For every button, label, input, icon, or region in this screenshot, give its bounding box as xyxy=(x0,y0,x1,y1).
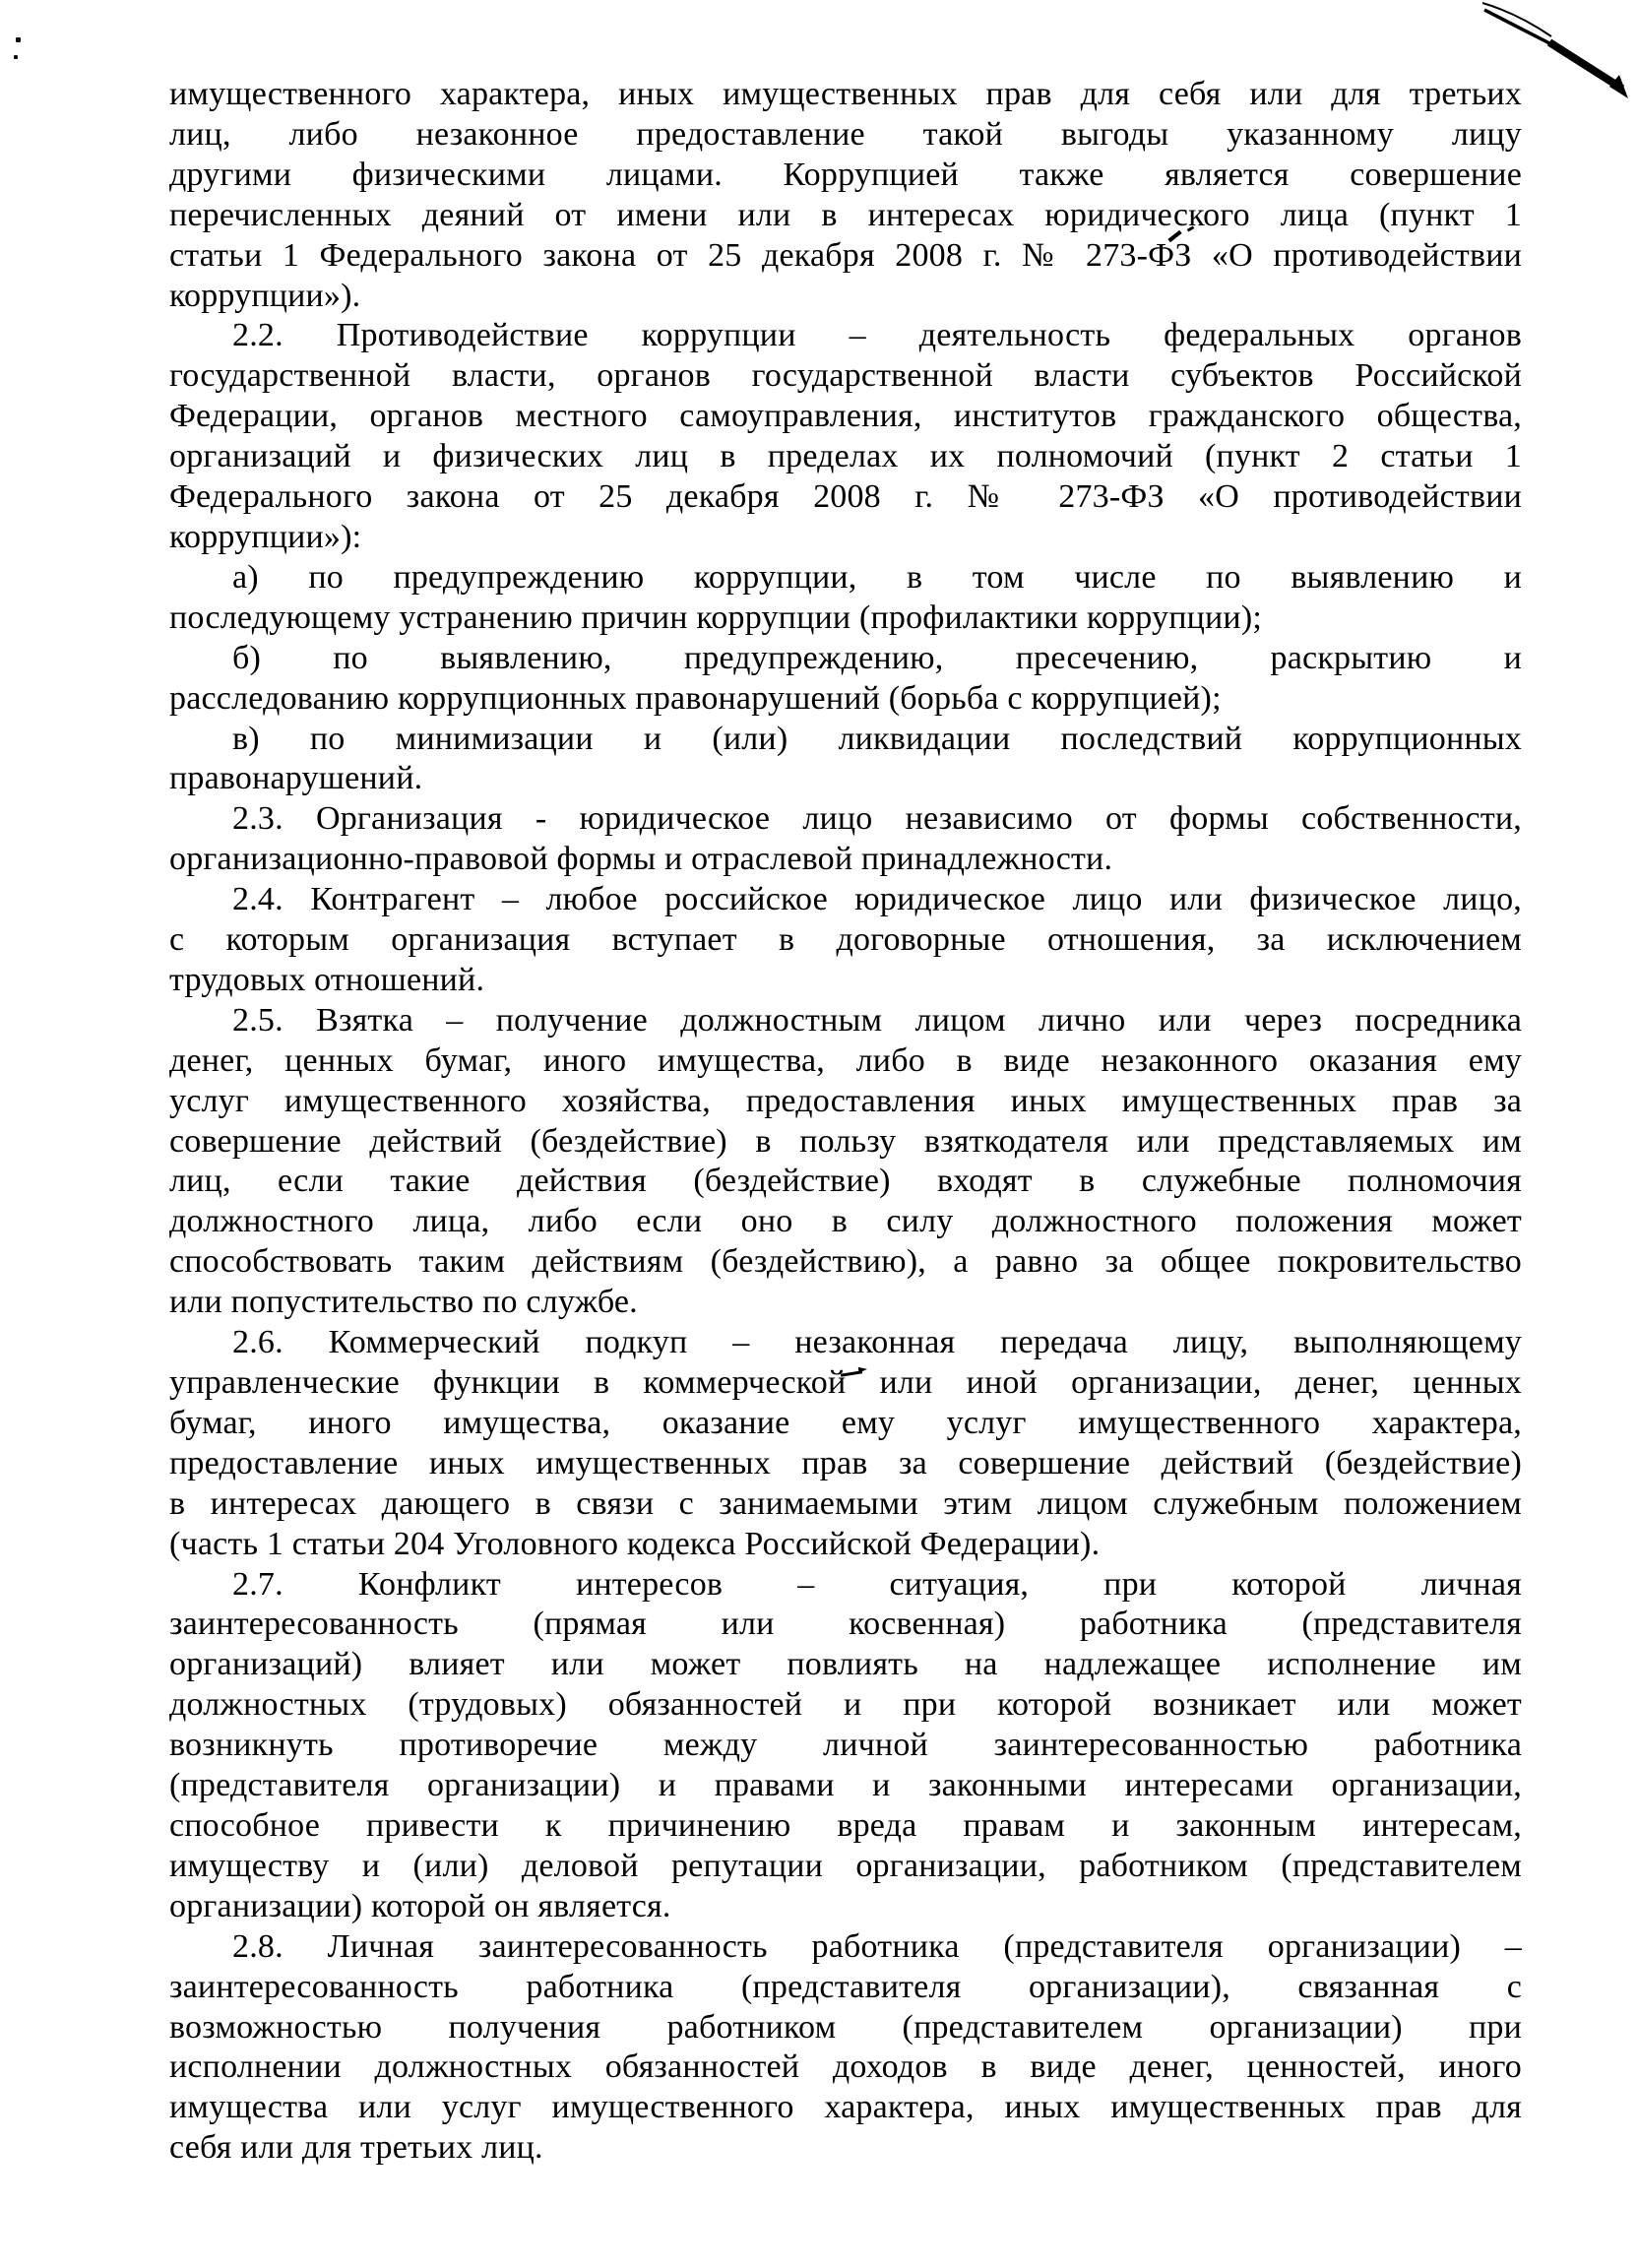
text-line: способное привести к причинению вреда правам и законным интересам, xyxy=(169,1806,1522,1844)
text-line: Федерации, органов местного самоуправления, институтов гражданского общества, xyxy=(169,398,1522,435)
text-line: исполнении должностных обязанностей доходов в виде денег, ценностей, иного xyxy=(169,2048,1522,2086)
scan-speck xyxy=(14,55,18,59)
paragraph xyxy=(169,1001,1522,1323)
text-line: статьи 1 Федерального закона от 25 декабря 2008 г. № 273-ФЗ «О противодействии xyxy=(169,236,1522,274)
text-line: а) по предупреждению коррупции, в том числе по выявлению и xyxy=(232,558,1522,596)
text-line: с которым организация вступает в договорные отношения, за исключением xyxy=(169,921,1522,959)
text-line: лиц, если такие действия (бездействие) входят в служебные полномочия xyxy=(169,1163,1522,1200)
paragraph xyxy=(169,75,1522,316)
text-line: бумаг, иного имущества, оказание ему услуг имущественного характера, xyxy=(169,1404,1522,1441)
text-line: организационно-правовой формы и отраслевой принадлежности. xyxy=(169,841,1113,878)
text-line: 2.2. Противодействие коррупции – деятельность федеральных органов xyxy=(232,317,1522,354)
text-line: имущества или услуг имущественного характера, иных имущественных прав для xyxy=(169,2089,1522,2126)
paragraph xyxy=(169,720,1522,800)
text-line: трудовых отношений. xyxy=(169,961,485,998)
text-line: 2.6. Коммерческий подкуп – незаконная передача лицу, выполняющему xyxy=(232,1324,1522,1361)
text-line: организации) которой он является. xyxy=(169,1887,671,1924)
text-line: государственной власти, органов государственной власти субъектов Российской xyxy=(169,357,1522,395)
paragraph xyxy=(169,880,1522,1001)
text-line: или попустительство по службе. xyxy=(169,1284,638,1321)
text-line: совершение действий (бездействие) в пользу взяткодателя или представляемых им xyxy=(169,1122,1522,1160)
text-line: другими физическими лицами. Коррупцией также является совершение xyxy=(169,156,1522,193)
text-line: организаций и физических лиц в пределах их полномочий (пункт 2 статьи 1 xyxy=(169,438,1522,475)
paragraph xyxy=(169,1927,1522,2169)
text-line: способствовать таким действиям (бездействию), а равно за общее покровительство xyxy=(169,1243,1522,1281)
text-line: правонарушений. xyxy=(169,760,423,797)
text-line: управленческие функции в коммерческой или иной организации, денег, ценных xyxy=(169,1364,1522,1401)
text-line: б) по выявлению, предупреждению, пресечению, раскрытию и xyxy=(232,639,1522,676)
text-line: денег, ценных бумаг, иного имущества, либо в виде незаконного оказания ему xyxy=(169,1041,1522,1079)
text-line: лиц, либо незаконное предоставление такой выгоды указанному лицу xyxy=(169,115,1522,153)
text-line: 2.4. Контрагент – любое российское юридическое лицо или физическое лицо, xyxy=(232,881,1522,918)
text-line: коррупции»): xyxy=(169,518,362,555)
text-line: 2.5. Взятка – получение должностным лицом лично или через посредника xyxy=(232,1001,1522,1039)
paragraph xyxy=(169,316,1522,557)
text-line: (часть 1 статьи 204 Уголовного кодекса Российской Федерации). xyxy=(169,1525,1101,1562)
text-line: возникнуть противоречие между личной заинтересованностью работника xyxy=(169,1727,1522,1764)
paragraph xyxy=(169,1323,1522,1564)
text-line: перечисленных деяний от имени или в интересах юридического лица (пункт 1 xyxy=(169,196,1522,233)
text-line: в) по минимизации и (или) ликвидации последствий коррупционных xyxy=(232,720,1522,757)
text-line: коррупции»). xyxy=(169,277,361,314)
text-line: заинтересованность (прямая или косвенная) работника (представителя xyxy=(169,1606,1522,1643)
text-line: должностных (трудовых) обязанностей и при которой возникает или может xyxy=(169,1686,1522,1724)
text-line: заинтересованность работника (представителя организации), связанная с xyxy=(169,1968,1522,2005)
text-line: услуг имущественного хозяйства, предоставления иных имущественных прав за xyxy=(169,1082,1522,1119)
text-line: Федерального закона от 25 декабря 2008 г. № 273-ФЗ «О противодействии xyxy=(169,478,1522,516)
document-body xyxy=(169,75,1522,2169)
text-line: (представителя организации) и правами и законными интересами организации, xyxy=(169,1767,1522,1804)
text-line: расследованию коррупционных правонарушений (борьба с коррупцией); xyxy=(169,679,1222,717)
text-line: организаций) влияет или может повлиять на надлежащее исполнение им xyxy=(169,1646,1522,1683)
text-line: 2.8. Личная заинтересованность работника (представителя организации) – xyxy=(232,1927,1522,1965)
scan-speck xyxy=(16,37,21,42)
text-line: предоставление иных имущественных прав за совершение действий (бездействие) xyxy=(169,1444,1522,1481)
text-line: имуществу и (или) деловой репутации организации, работником (представителем xyxy=(169,1847,1522,1884)
text-line: 2.7. Конфликт интересов – ситуация, при которой личная xyxy=(232,1565,1522,1603)
text-line: имущественного характера, иных имущественных прав для себя или для третьих xyxy=(169,76,1522,112)
text-line: последующему устранению причин коррупции (профилактики коррупции); xyxy=(169,598,1262,636)
text-line: должностного лица, либо если оно в силу должностного положения может xyxy=(169,1203,1522,1240)
text-line: возможностью получения работником (представителем организации) при xyxy=(169,2008,1522,2046)
paragraph xyxy=(169,1565,1522,1927)
paragraph xyxy=(169,799,1522,880)
paragraph xyxy=(169,639,1522,720)
text-line: 2.3. Организация - юридическое лицо независимо от формы собственности, xyxy=(232,800,1522,838)
paragraph xyxy=(169,558,1522,639)
text-line: себя или для третьих лиц. xyxy=(169,2129,543,2167)
text-line: в интересах дающего в связи с занимаемыми этим лицом служебным положением xyxy=(169,1484,1522,1522)
